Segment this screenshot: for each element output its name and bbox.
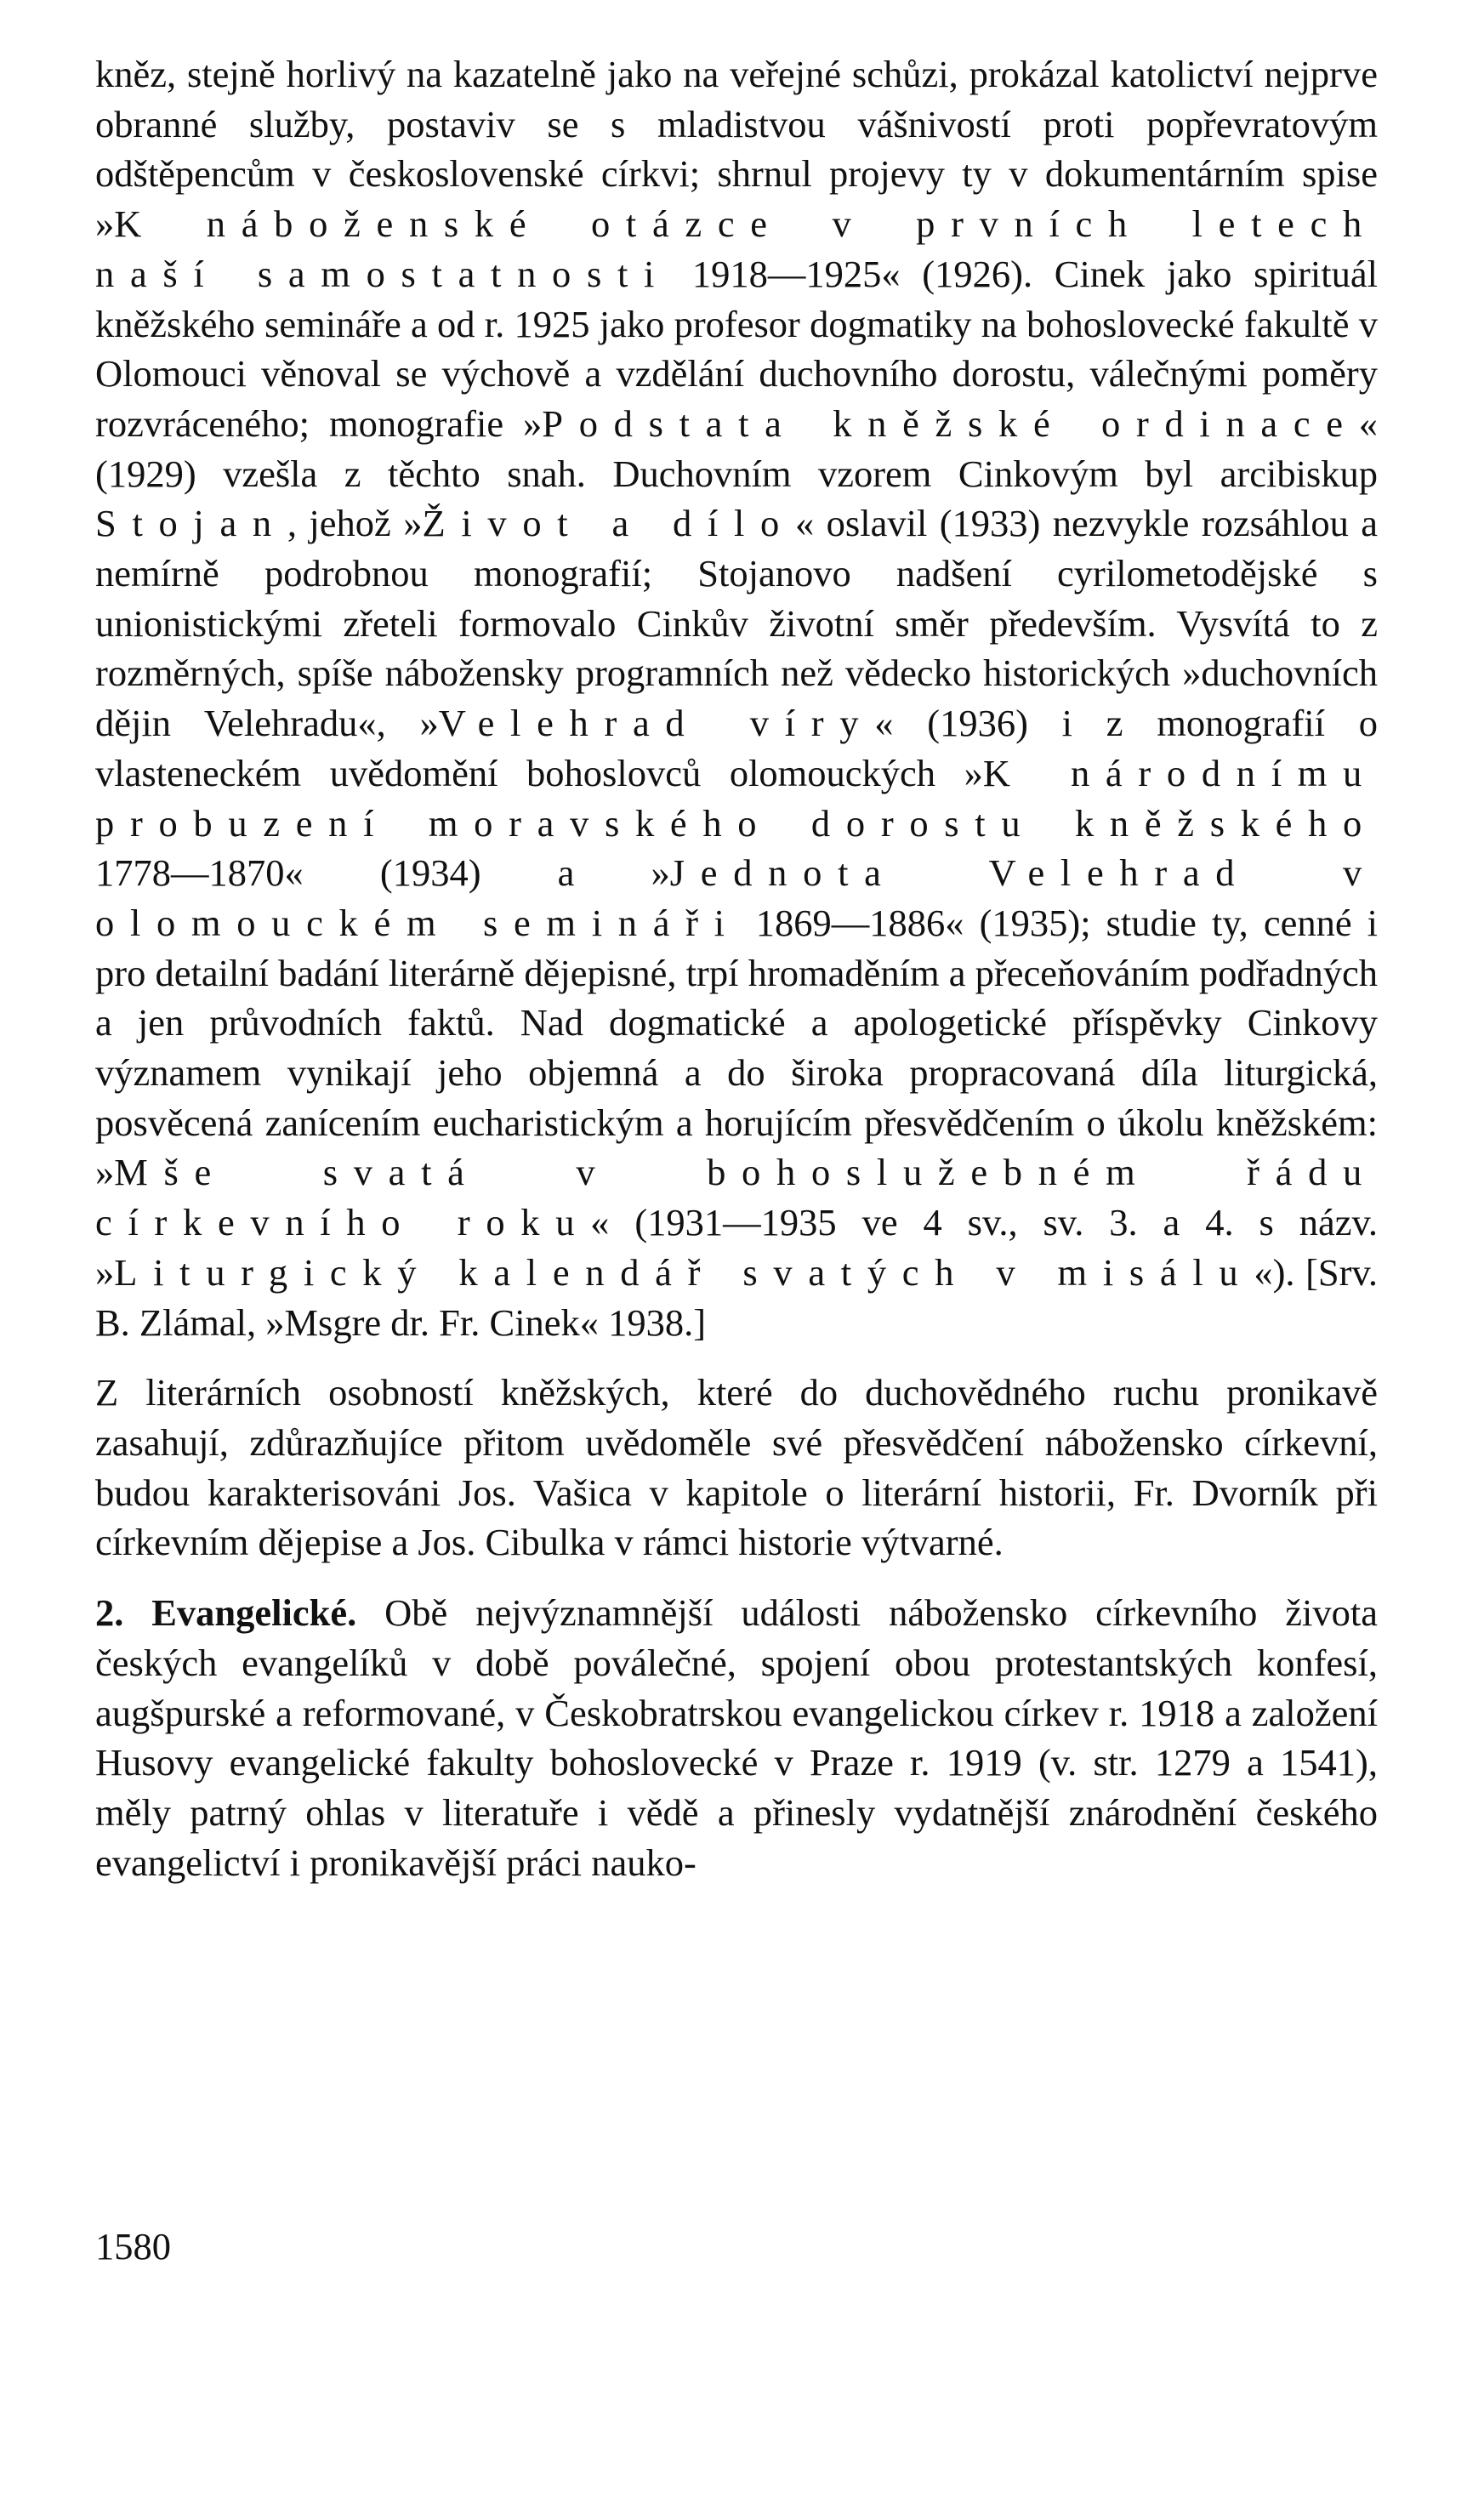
page-body [95,49,1378,1887]
text-run: « (1936) i z monografií o vlasteneckém uvědomění bohoslovců olomouckých » [95,702,1378,794]
text-run: « oslavil (1933) nezvykle rozsáhlou a nemírně podrobnou monografií; Stojanovo nadšení cyrilometodějské s unionistickými zřeteli formovalo Cinkův životní směr především. Vysvítá to z rozměrných, spíše nábožensky programních než vědecko historických »duchovních dějin Velehradu«, » [95,502,1379,745]
paragraph-cinek [95,49,1378,1347]
section-heading: 2. Evangelické. [95,1591,357,1635]
text-run: , jehož » [287,502,423,545]
emphasized-title: K národnímu probuzení moravského dorostu kněžského [95,751,1378,845]
text-run: 1918—1925« (1926). Cinek jako spirituál kněžského semináře a od r. 1925 jako profesor dogmatiky na bohoslovecké fakultě v Olomouci věnoval se výchově a vzdělání duchovního dorostu, válečnými poměry rozvráceného; monografie » [95,252,1378,445]
paragraph-evangelical [95,1588,1378,1887]
text-run: « (1929) vzešla z těchto snah. Duchovním vzorem Cinkovým byl arcibiskup [95,401,1378,495]
text-run: «). [Srv. B. Zlámal, »Msgre dr. Fr. Cinek« 1938.] [95,1250,1378,1344]
text-run: Z literárních osobností kněžských, které do duchovědného ruchu pronikavě zasahují, zdůrazňujíce přitom uvědoměle své přesvědčení nábožensko církevní, budou karakterisováni Jos. Vašica v kapitole o literární historii, Fr. Dvorník při církevním dějepise a Jos. Cibulka v rámci historie výtvarné. [95,1371,1378,1564]
page-number: 1580 [95,2225,171,2267]
emphasized-title: Život a dílo [422,502,795,545]
emphasized-title: Jednota Velehrad v olomouckém semináři [95,851,1378,944]
emphasized-title: Podstata kněžské ordinace [542,401,1359,445]
text-run: « (1931—1935 ve 4 sv., sv. 3. a 4. s názv. » [95,1201,1379,1294]
emphasized-title: Velehrad víry [438,702,875,745]
emphasized-title: K náboženské otázce v prvních letech naší samostatnosti [95,202,1378,295]
emphasized-title: Stojan [95,502,287,545]
emphasized-title: Mše svatá v bohoslužebném řádu církevního roku [95,1151,1378,1244]
emphasized-title: Liturgický kalendář svatých v misálu [114,1250,1254,1294]
text-run: 1778—1870« (1934) a » [95,851,670,895]
text-run: Obě nejvýznamnější události nábožensko církevního života českých evangelíků v době poválečné, spojení obou protestantských konfesí, augšpurské a reformované, v Českobratrskou evangelickou církev r. 1918 a založení Husovy evangelické fakulty bohoslovecké v Praze r. 1919 (v. str. 1279 a 1541), měly patrný ohlas v literatuře i vědě a přinesly vydatnější znárodnění českého evangelictví i pronikavější práci nauko- [95,1591,1378,1884]
text-run: 1869—1886« (1935); studie ty, cenné i pro detailní badání literárně dějepisné, trpí hromaděním a přeceňováním podřadných a jen průvodních faktů. Nad dogmatické a apologetické příspěvky Cinkovy významem vynikají jeho objemná a do široka propracovaná díla liturgická, posvěcená zanícením eucharistickým a horujícím přesvědčením o úkolu kněžském: » [95,901,1379,1194]
paragraph-clergy-personalities [95,1368,1378,1568]
text-run: kněz, stejně horlivý na kazatelně jako na veřejné schůzi, prokázal katolictví nejprve obranné služby, postaviv se s mladistvou vášnivostí proti popřevratovým odštěpencům v československé církvi; shrnul projevy ty v dokumentárním spise » [95,53,1378,246]
